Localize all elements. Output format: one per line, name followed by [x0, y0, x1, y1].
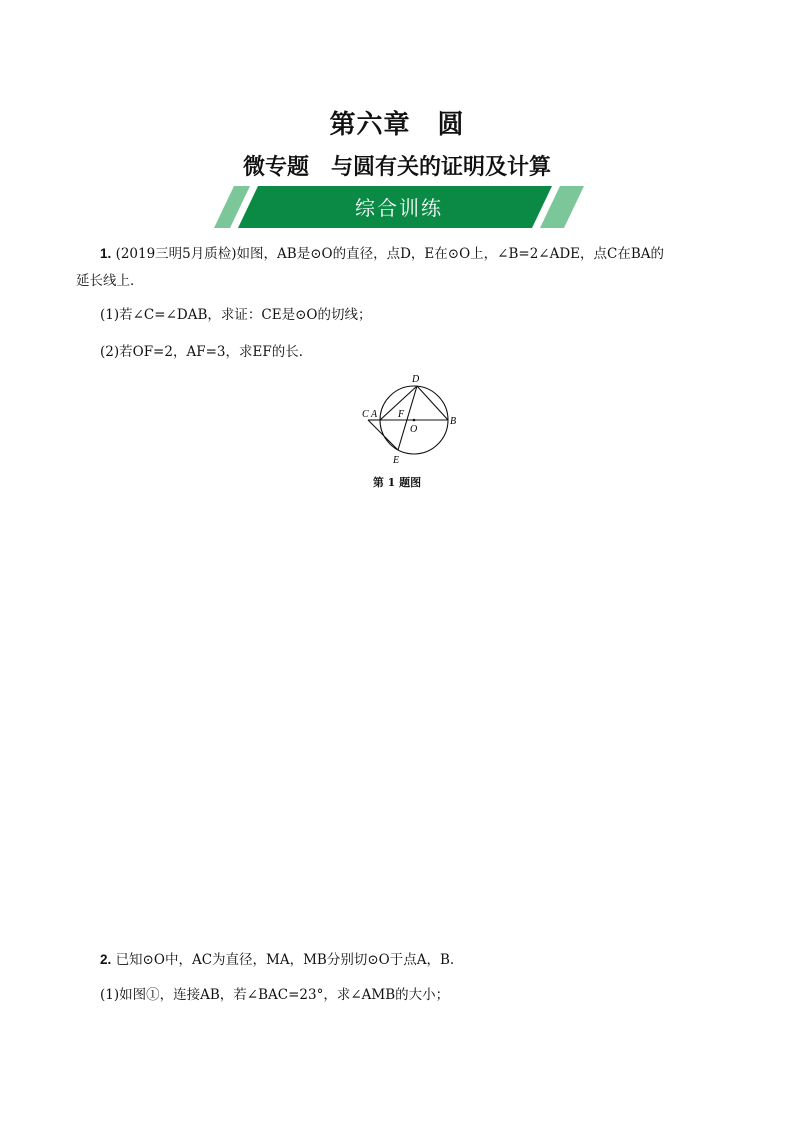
label-c: C	[362, 409, 369, 420]
question-1-line-1: (2019三明5月质检)如图，AB是⊙O的直径，点D，E在⊙O上，∠B=2∠ADE，点C在BA的	[115, 246, 665, 262]
question-1-number: 1.	[100, 246, 112, 261]
segment-ce	[368, 420, 398, 450]
figure-1-caption: 第 1 题图	[372, 476, 422, 489]
label-b: B	[450, 416, 457, 427]
question-2-line-1: 已知⊙O中，AC为直径，MA，MB分别切⊙O于点A，B.	[115, 952, 455, 968]
question-2-part-1: (1)如图①，连接AB，若∠BAC=23°，求∠AMB的大小；	[100, 987, 450, 1003]
question-1-part-2: (2)若OF=2，AF=3，求EF的长．	[100, 344, 313, 360]
banner-label: 综合训练	[355, 196, 443, 220]
label-e: E	[393, 455, 400, 466]
label-d: D	[412, 374, 420, 385]
question-1-line-2: 延长线上．	[76, 273, 144, 289]
chapter-title: 第六章 圆	[329, 110, 465, 140]
question-1-stem	[100, 240, 750, 268]
question-2-stem	[100, 946, 750, 974]
question-1-figure	[358, 370, 468, 466]
label-a: A	[371, 409, 378, 420]
label-o: O	[410, 424, 418, 435]
question-2-number: 2.	[100, 952, 112, 967]
question-1-part-1: (1)若∠C=∠DAB，求证：CE是⊙O的切线；	[100, 307, 372, 323]
section-subtitle: 微专题 与圆有关的证明及计算	[242, 154, 551, 180]
center-point	[413, 419, 416, 422]
label-f: F	[398, 409, 405, 420]
